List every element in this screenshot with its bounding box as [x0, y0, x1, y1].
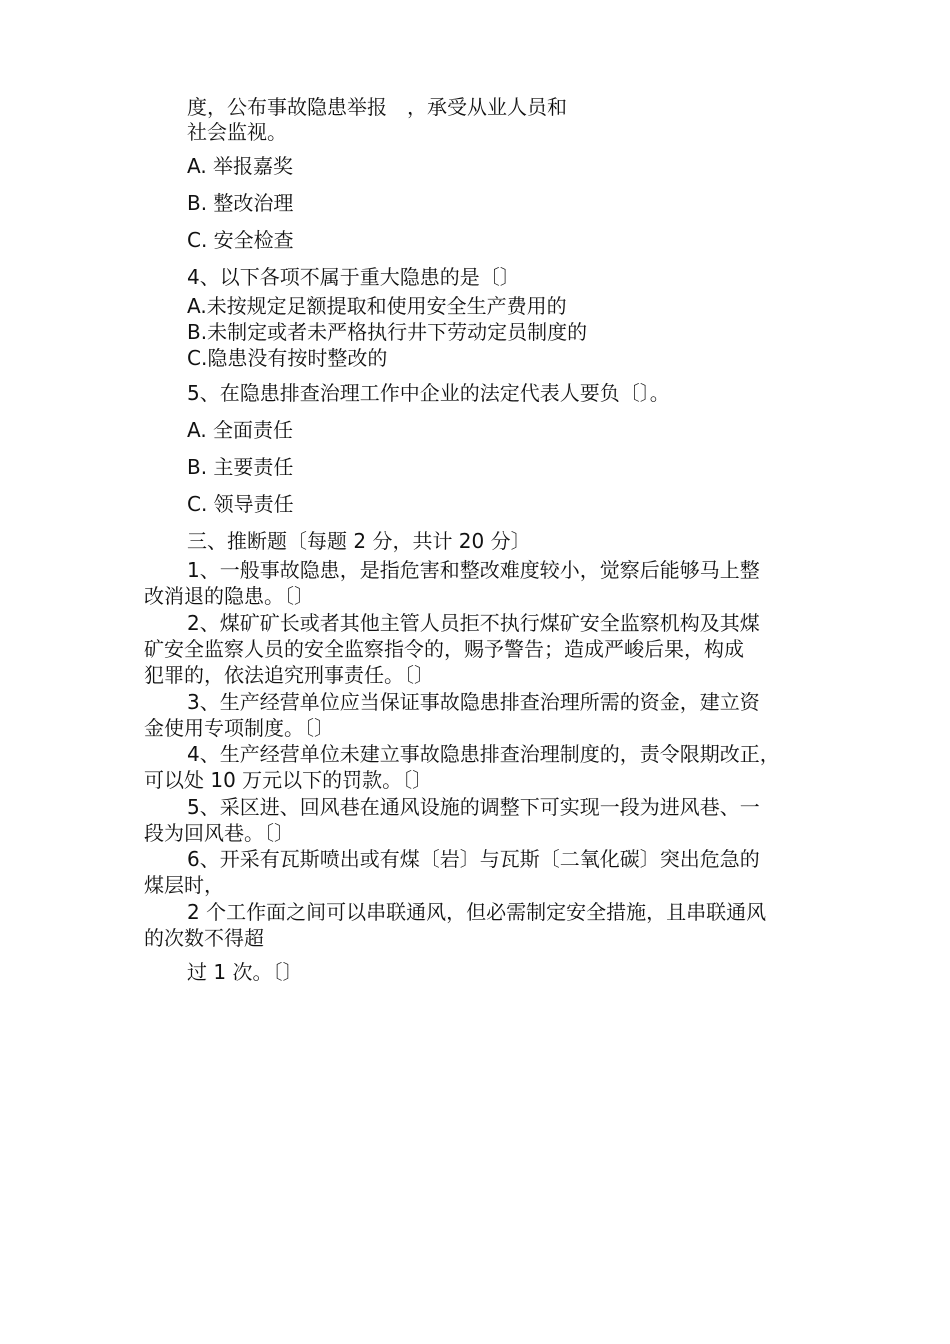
option-line: C.隐患没有按时整改的: [187, 346, 388, 370]
text-line: 段为回风巷。〔〕: [144, 821, 294, 845]
option-line: A.未按规定足额提取和使用安全生产费用的: [187, 294, 567, 318]
text-line: 改消退的隐患。〔〕: [144, 584, 314, 608]
section-heading: 三、推断题〔每题 2 分，共计 20 分〕: [187, 529, 531, 553]
text-line: 度，公布事故隐患举报 ，承受从业人员和: [187, 95, 567, 119]
question-line: 4、以下各项不属于重大隐患的是〔〕: [187, 265, 520, 289]
text-line: 可以处 10 万元以下的罚款。〔〕: [144, 768, 433, 792]
option-line: B.未制定或者未严格执行井下劳动定员制度的: [187, 320, 588, 344]
question-line: 5、采区进、回风巷在通风设施的调整下可实现一段为进风巷、一: [187, 795, 760, 819]
option-line: B. 整改治理: [187, 191, 294, 215]
text-line: 过 1 次。〔〕: [187, 960, 303, 984]
question-line: 5、在隐患排查治理工作中企业的法定代表人要负〔〕。: [187, 381, 670, 405]
text-line: 2 个工作面之间可以串联通风，但必需制定安全措施，且串联通风: [187, 900, 767, 924]
text-line: 金使用专项制度。〔〕: [144, 716, 334, 740]
text-line: 犯罪的，依法追究刑事责任。〔〕: [144, 663, 434, 687]
text-line: 矿安全监察人员的安全监察指令的，赐予警告；造成严峻后果，构成: [144, 637, 744, 661]
option-line: C. 安全检查: [187, 228, 294, 252]
option-line: A. 举报嘉奖: [187, 154, 294, 178]
option-line: A. 全面责任: [187, 418, 294, 442]
text-line: 的次数不得超: [144, 926, 264, 950]
text-line: 煤层时，: [144, 873, 224, 897]
text-line: 社会监视。: [187, 120, 287, 144]
option-line: C. 领导责任: [187, 492, 294, 516]
question-line: 4、生产经营单位未建立事故隐患排查治理制度的，责令限期改正，: [187, 742, 780, 766]
question-line: 6、开采有瓦斯喷出或有煤〔岩〕与瓦斯〔二氧化碳〕突出危急的: [187, 847, 760, 871]
question-line: 2、煤矿矿长或者其他主管人员拒不执行煤矿安全监察机构及其煤: [187, 611, 760, 635]
question-line: 3、生产经营单位应当保证事故隐患排查治理所需的资金，建立资: [187, 690, 760, 714]
question-line: 1、一般事故隐患，是指危害和整改难度较小，觉察后能够马上整: [187, 558, 760, 582]
option-line: B. 主要责任: [187, 455, 294, 479]
